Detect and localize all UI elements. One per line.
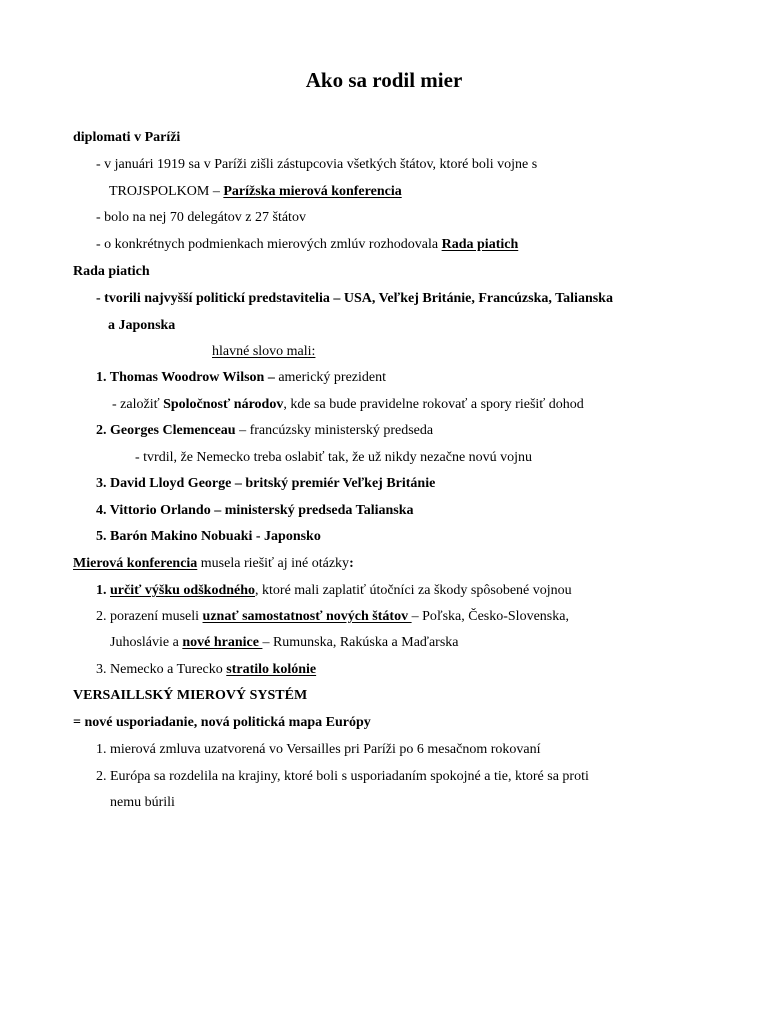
list-item: 2. Európa sa rozdelila na krajiny, ktoré boli s usporiadaním spokojné a tie, ktoré sa proti (96, 769, 589, 784)
list-item: 1. Thomas Woodrow Wilson – americký prezident (96, 370, 386, 385)
subheading: hlavné slovo mali: (212, 344, 316, 359)
list-item: 1. určiť výšku odškodného, ktoré mali zaplatiť útočníci za škody spôsobené vojnou (96, 583, 572, 598)
list-item: 1. mierová zmluva uzatvorená vo Versailles pri Paríži po 6 mesačnom rokovaní (96, 742, 541, 757)
text-line: TROJSPOLKOM – Parížska mierová konferencia (109, 184, 402, 199)
list-item: 5. Barón Makino Nobuaki - Japonsko (96, 529, 321, 544)
section-heading-council: Rada piatich (73, 264, 150, 279)
text-line: - bolo na nej 70 delegátov z 27 štátov (96, 210, 306, 225)
list-item-continuation: nemu búrili (110, 795, 175, 810)
list-item: 2. Georges Clemenceau – francúzsky ministerský predseda (96, 423, 434, 438)
section-heading-diplomats: diplomati v Paríži (73, 130, 181, 145)
list-item: 3. Nemecko a Turecko stratilo kolónie (96, 662, 317, 677)
section-heading-conference: Mierová konferencia musela riešiť aj iné otázky: (73, 556, 354, 571)
section-heading-versailles: VERSAILLSKÝ MIEROVÝ SYSTÉM (73, 688, 308, 703)
text-line: a Japonska (108, 318, 176, 333)
section-subheading: = nové usporiadanie, nová politická mapa Európy (73, 715, 371, 730)
list-item-continuation: Juhoslávie a nové hranice – Rumunska, Rakúska a Maďarska (110, 635, 459, 650)
list-subitem: - tvrdil, že Nemecko treba oslabiť tak, že už nikdy nezačne novú vojnu (135, 450, 533, 465)
text-line: - v januári 1919 sa v Paríži zišli zástupcovia všetkých štátov, ktoré boli vojne s (96, 157, 538, 172)
list-subitem: - založiť Spoločnosť národov, kde sa bude pravidelne rokovať a spory riešiť dohod (112, 397, 584, 412)
list-item: 3. David Lloyd George – britský premiér Veľkej Británie (96, 476, 436, 491)
page-title: Ako sa rodil mier (305, 68, 463, 92)
text-line: - o konkrétnych podmienkach mierových zmlúv rozhodovala Rada piatich (96, 237, 519, 252)
list-item: 2. porazení museli uznať samostatnosť nových štátov – Poľska, Česko-Slovenska, (96, 609, 569, 624)
text-line: - tvorili najvyšší politickí predstavitelia – USA, Veľkej Británie, Francúzska, Talianska (96, 291, 613, 306)
list-item: 4. Vittorio Orlando – ministerský predseda Talianska (96, 503, 414, 518)
